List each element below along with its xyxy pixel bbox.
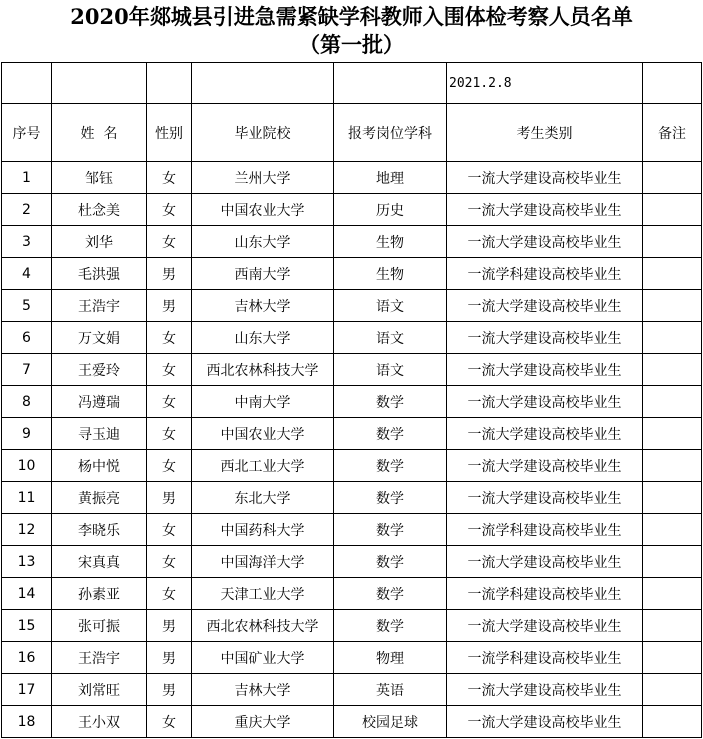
cell-category[interactable]: 一流大学建设高校毕业生	[447, 610, 643, 642]
table-row	[2, 482, 702, 514]
column-header-school[interactable]: 毕业院校	[192, 104, 334, 162]
cell-name[interactable]: 杜念美	[52, 194, 147, 226]
cell-school[interactable]: 重庆大学	[192, 706, 334, 738]
cell-remark[interactable]	[643, 162, 702, 194]
cell-name[interactable]: 王爱玲	[52, 354, 147, 386]
table-row	[2, 322, 702, 354]
table-row	[2, 226, 702, 258]
empty-cell[interactable]	[334, 63, 447, 104]
cell-name[interactable]: 刘华	[52, 226, 147, 258]
cell-category[interactable]: 一流大学建设高校毕业生	[447, 290, 643, 322]
cell-remark[interactable]	[643, 674, 702, 706]
cell-name[interactable]: 黄振亮	[52, 482, 147, 514]
cell-no[interactable]: 15	[2, 610, 52, 642]
cell-gender[interactable]: 女	[147, 194, 192, 226]
title-line-2: （第一批）	[299, 32, 404, 57]
cell-category[interactable]: 一流大学建设高校毕业生	[447, 162, 643, 194]
cell-gender[interactable]: 男	[147, 674, 192, 706]
cell-no[interactable]: 1	[2, 162, 52, 194]
cell-remark[interactable]	[643, 354, 702, 386]
cell-gender[interactable]: 女	[147, 514, 192, 546]
cell-category[interactable]: 一流学科建设高校毕业生	[447, 258, 643, 290]
empty-cell[interactable]	[643, 63, 702, 104]
cell-school[interactable]: 东北大学	[192, 482, 334, 514]
column-header-subject[interactable]: 报考岗位学科	[334, 104, 447, 162]
column-header-remark[interactable]: 备注	[643, 104, 702, 162]
cell-category[interactable]: 一流大学建设高校毕业生	[447, 226, 643, 258]
cell-school[interactable]: 天津工业大学	[192, 578, 334, 610]
cell-gender[interactable]: 男	[147, 482, 192, 514]
cell-gender[interactable]: 女	[147, 226, 192, 258]
cell-name[interactable]: 杨中悦	[52, 450, 147, 482]
cell-name[interactable]: 张可振	[52, 610, 147, 642]
cell-remark[interactable]	[643, 386, 702, 418]
column-header-no[interactable]: 序号	[2, 104, 52, 162]
cell-no[interactable]: 4	[2, 258, 52, 290]
cell-school[interactable]: 山东大学	[192, 322, 334, 354]
cell-subject[interactable]: 数学	[334, 386, 447, 418]
cell-school[interactable]: 吉林大学	[192, 290, 334, 322]
cell-remark[interactable]	[643, 482, 702, 514]
cell-remark[interactable]	[643, 706, 702, 738]
cell-name[interactable]: 王浩宇	[52, 642, 147, 674]
table-row	[2, 258, 702, 290]
cell-no[interactable]: 11	[2, 482, 52, 514]
cell-remark[interactable]	[643, 194, 702, 226]
cell-remark[interactable]	[643, 226, 702, 258]
cell-remark[interactable]	[643, 258, 702, 290]
table-row	[2, 674, 702, 706]
cell-remark[interactable]	[643, 642, 702, 674]
cell-school[interactable]: 中国农业大学	[192, 418, 334, 450]
table-row	[2, 386, 702, 418]
cell-no[interactable]: 10	[2, 450, 52, 482]
cell-name[interactable]: 冯遵瑞	[52, 386, 147, 418]
cell-subject[interactable]: 生物	[334, 226, 447, 258]
column-header-name[interactable]: 姓 名	[52, 104, 147, 162]
cell-gender[interactable]: 男	[147, 642, 192, 674]
cell-school[interactable]: 中国矿业大学	[192, 642, 334, 674]
candidate-table	[1, 62, 702, 738]
cell-subject[interactable]: 数学	[334, 514, 447, 546]
empty-cell[interactable]	[147, 63, 192, 104]
cell-gender[interactable]: 男	[147, 258, 192, 290]
cell-subject[interactable]: 历史	[334, 194, 447, 226]
empty-cell[interactable]	[2, 63, 52, 104]
cell-school[interactable]: 中国海洋大学	[192, 546, 334, 578]
cell-category[interactable]: 一流大学建设高校毕业生	[447, 418, 643, 450]
table-row	[2, 610, 702, 642]
cell-no[interactable]: 18	[2, 706, 52, 738]
cell-name[interactable]: 寻玉迪	[52, 418, 147, 450]
cell-subject[interactable]: 语文	[334, 290, 447, 322]
table-row	[2, 450, 702, 482]
cell-no[interactable]: 6	[2, 322, 52, 354]
cell-subject[interactable]: 数学	[334, 418, 447, 450]
cell-name[interactable]: 王小双	[52, 706, 147, 738]
table-row	[2, 354, 702, 386]
cell-gender[interactable]: 女	[147, 322, 192, 354]
column-header-category[interactable]: 考生类别	[447, 104, 643, 162]
table-row	[2, 642, 702, 674]
cell-name[interactable]: 宋真真	[52, 546, 147, 578]
table-row	[2, 546, 702, 578]
cell-category[interactable]: 一流大学建设高校毕业生	[447, 194, 643, 226]
cell-subject[interactable]: 数学	[334, 482, 447, 514]
cell-no[interactable]: 9	[2, 418, 52, 450]
cell-school[interactable]: 西北工业大学	[192, 450, 334, 482]
cell-gender[interactable]: 男	[147, 290, 192, 322]
table-row	[2, 194, 702, 226]
cell-no[interactable]: 14	[2, 578, 52, 610]
cell-subject[interactable]: 数学	[334, 610, 447, 642]
table-row	[2, 578, 702, 610]
cell-remark[interactable]	[643, 578, 702, 610]
cell-school[interactable]: 中国药科大学	[192, 514, 334, 546]
cell-remark[interactable]	[643, 290, 702, 322]
cell-gender[interactable]: 女	[147, 354, 192, 386]
cell-category[interactable]: 一流大学建设高校毕业生	[447, 450, 643, 482]
cell-school[interactable]: 兰州大学	[192, 162, 334, 194]
cell-subject[interactable]: 英语	[334, 674, 447, 706]
cell-category[interactable]: 一流学科建设高校毕业生	[447, 514, 643, 546]
cell-gender[interactable]: 女	[147, 386, 192, 418]
cell-subject[interactable]: 数学	[334, 578, 447, 610]
cell-gender[interactable]: 男	[147, 610, 192, 642]
cell-category[interactable]: 一流学科建设高校毕业生	[447, 578, 643, 610]
cell-subject[interactable]: 语文	[334, 354, 447, 386]
cell-gender[interactable]: 女	[147, 578, 192, 610]
cell-remark[interactable]	[643, 322, 702, 354]
cell-name[interactable]: 王浩宇	[52, 290, 147, 322]
cell-gender[interactable]: 女	[147, 418, 192, 450]
title-line-1: 2020年郯城县引进急需紧缺学科教师入围体检考察人员名单	[70, 4, 633, 29]
cell-no[interactable]: 2	[2, 194, 52, 226]
cell-name[interactable]: 邹钰	[52, 162, 147, 194]
cell-school[interactable]: 中国农业大学	[192, 194, 334, 226]
cell-gender[interactable]: 女	[147, 546, 192, 578]
cell-school[interactable]: 中南大学	[192, 386, 334, 418]
cell-no[interactable]: 16	[2, 642, 52, 674]
cell-gender[interactable]: 女	[147, 706, 192, 738]
cell-school[interactable]: 西北农林科技大学	[192, 354, 334, 386]
cell-remark[interactable]	[643, 418, 702, 450]
header-row	[2, 104, 702, 162]
cell-gender[interactable]: 女	[147, 450, 192, 482]
cell-no[interactable]: 3	[2, 226, 52, 258]
cell-name[interactable]: 孙素亚	[52, 578, 147, 610]
cell-school[interactable]: 山东大学	[192, 226, 334, 258]
cell-no[interactable]: 7	[2, 354, 52, 386]
cell-subject[interactable]: 地理	[334, 162, 447, 194]
cell-name[interactable]: 毛洪强	[52, 258, 147, 290]
cell-remark[interactable]	[643, 514, 702, 546]
column-header-gender[interactable]: 性别	[147, 104, 192, 162]
cell-subject[interactable]: 生物	[334, 258, 447, 290]
cell-name[interactable]: 李晓乐	[52, 514, 147, 546]
cell-subject[interactable]: 物理	[334, 642, 447, 674]
cell-subject[interactable]: 数学	[334, 546, 447, 578]
cell-no[interactable]: 12	[2, 514, 52, 546]
cell-category[interactable]: 一流大学建设高校毕业生	[447, 674, 643, 706]
table-row	[2, 290, 702, 322]
cell-gender[interactable]: 女	[147, 162, 192, 194]
empty-cell[interactable]	[52, 63, 147, 104]
page-title	[0, 0, 703, 62]
cell-no[interactable]: 13	[2, 546, 52, 578]
cell-remark[interactable]	[643, 610, 702, 642]
table-row	[2, 162, 702, 194]
table-row	[2, 418, 702, 450]
empty-cell[interactable]	[192, 63, 334, 104]
cell-school[interactable]: 吉林大学	[192, 674, 334, 706]
cell-category[interactable]: 一流大学建设高校毕业生	[447, 706, 643, 738]
cell-subject[interactable]: 数学	[334, 450, 447, 482]
date-row	[2, 63, 702, 104]
table-row	[2, 706, 702, 738]
cell-category[interactable]: 一流大学建设高校毕业生	[447, 386, 643, 418]
cell-category[interactable]: 一流大学建设高校毕业生	[447, 546, 643, 578]
cell-name[interactable]: 万文娟	[52, 322, 147, 354]
date-cell[interactable]: 2021.2.8	[447, 63, 643, 104]
cell-no[interactable]: 17	[2, 674, 52, 706]
cell-name[interactable]: 刘常旺	[52, 674, 147, 706]
cell-school[interactable]: 西南大学	[192, 258, 334, 290]
cell-no[interactable]: 8	[2, 386, 52, 418]
cell-category[interactable]: 一流大学建设高校毕业生	[447, 322, 643, 354]
cell-remark[interactable]	[643, 450, 702, 482]
cell-remark[interactable]	[643, 546, 702, 578]
cell-category[interactable]: 一流学科建设高校毕业生	[447, 642, 643, 674]
cell-subject[interactable]: 语文	[334, 322, 447, 354]
table-row	[2, 514, 702, 546]
cell-subject[interactable]: 校园足球	[334, 706, 447, 738]
cell-school[interactable]: 西北农林科技大学	[192, 610, 334, 642]
cell-category[interactable]: 一流大学建设高校毕业生	[447, 482, 643, 514]
cell-no[interactable]: 5	[2, 290, 52, 322]
cell-category[interactable]: 一流大学建设高校毕业生	[447, 354, 643, 386]
